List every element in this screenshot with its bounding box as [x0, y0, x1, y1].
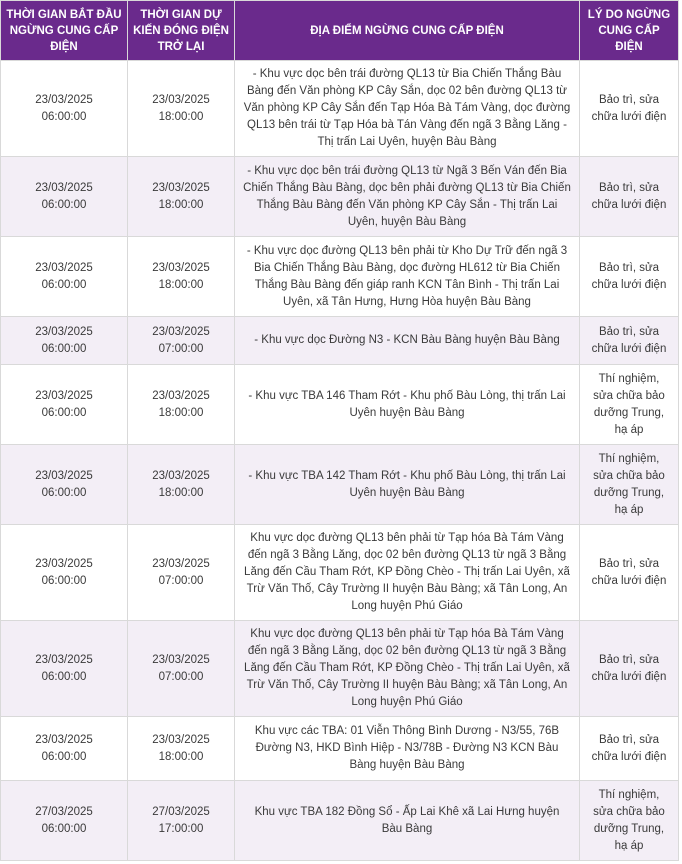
start-time: 06:00:00 — [41, 406, 87, 419]
start-time: 06:00:00 — [41, 342, 87, 355]
start-date: 23/03/2025 — [35, 181, 93, 194]
location-cell: Khu vực TBA 182 Đồng Sổ - Ấp Lai Khê xã Lai Hưng huyện Bàu Bàng — [235, 781, 580, 861]
reason-cell: Bảo trì, sửa chữa lưới điện — [580, 237, 679, 317]
location-cell: - Khu vực dọc bên trái đường QL13 từ Bia Chiến Thắng Bàu Bàng đến Văn phòng KP Cây Sắn, dọc 02 bên đường QL13 từ Văn phòng KP Cây Sắn đến Tạp Hóa Bà Tám Vàng, dọc đường QL13 bên trái từ Tạp Hóa bà Tán Vàng đến ngã 3 Bằng Lăng - Thị trấn Lai Uyên, huyện Bàu Bàng — [235, 61, 580, 157]
end-date: 27/03/2025 — [152, 805, 210, 818]
start-date: 23/03/2025 — [35, 653, 93, 666]
start-cell — [1, 445, 128, 525]
location-cell: - Khu vực TBA 142 Tham Rớt - Khu phố Bàu Lòng, thị trấn Lai Uyên huyện Bàu Bàng — [235, 445, 580, 525]
end-cell — [128, 365, 235, 445]
location-cell: Khu vực các TBA: 01 Viễn Thông Bình Dương - N3/55, 76B Đường N3, HKD Bình Hiệp - N3/78B - Đường N3 KCN Bàu Bàng huyện Bàu Bàng — [235, 717, 580, 781]
table-row — [1, 445, 679, 525]
start-time: 06:00:00 — [41, 486, 87, 499]
table-row — [1, 525, 679, 621]
start-date: 23/03/2025 — [35, 469, 93, 482]
table-header-row — [1, 1, 679, 61]
end-date: 23/03/2025 — [152, 325, 210, 338]
end-cell — [128, 157, 235, 237]
reason-cell: Thí nghiệm, sửa chữa bảo dưỡng Trung, hạ áp — [580, 781, 679, 861]
start-date: 23/03/2025 — [35, 557, 93, 570]
end-date: 23/03/2025 — [152, 733, 210, 746]
reason-cell: Bảo trì, sửa chữa lưới điện — [580, 621, 679, 717]
start-cell — [1, 717, 128, 781]
end-time: 18:00:00 — [158, 110, 204, 123]
header-location: ĐỊA ĐIỂM NGỪNG CUNG CẤP ĐIỆN — [235, 1, 580, 61]
start-time: 06:00:00 — [41, 670, 87, 683]
start-time: 06:00:00 — [41, 750, 87, 763]
end-cell — [128, 445, 235, 525]
end-date: 23/03/2025 — [152, 93, 210, 106]
reason-cell: Bảo trì, sửa chữa lưới điện — [580, 157, 679, 237]
start-time: 06:00:00 — [41, 822, 87, 835]
table-row — [1, 365, 679, 445]
header-reason: LÝ DO NGỪNG CUNG CẤP ĐIỆN — [580, 1, 679, 61]
table-row — [1, 237, 679, 317]
start-cell — [1, 781, 128, 861]
location-cell: - Khu vực dọc đường QL13 bên phải từ Kho Dự Trữ đến ngã 3 Bia Chiến Thắng Bàu Bàng, dọc đường HL612 từ Bia Chiến Thắng Bàu Bàng đến giáp ranh KCN Tân Bình - Thị trấn Lai Uyên, xã Tân Hưng, Hưng Hòa huyện Bàu Bàng — [235, 237, 580, 317]
end-time: 18:00:00 — [158, 750, 204, 763]
end-cell — [128, 237, 235, 317]
start-cell — [1, 365, 128, 445]
start-cell — [1, 317, 128, 365]
start-cell — [1, 157, 128, 237]
start-cell — [1, 621, 128, 717]
reason-cell: Bảo trì, sửa chữa lưới điện — [580, 525, 679, 621]
start-date: 23/03/2025 — [35, 325, 93, 338]
table-row — [1, 781, 679, 861]
end-cell — [128, 61, 235, 157]
table-row — [1, 61, 679, 157]
start-cell — [1, 525, 128, 621]
end-time: 07:00:00 — [158, 574, 204, 587]
start-date: 23/03/2025 — [35, 389, 93, 402]
end-time: 07:00:00 — [158, 342, 204, 355]
end-date: 23/03/2025 — [152, 469, 210, 482]
end-date: 23/03/2025 — [152, 389, 210, 402]
start-date: 23/03/2025 — [35, 93, 93, 106]
end-date: 23/03/2025 — [152, 181, 210, 194]
reason-cell: Thí nghiệm, sửa chữa bảo dưỡng Trung, hạ áp — [580, 445, 679, 525]
reason-cell: Thí nghiệm, sửa chữa bảo dưỡng Trung, hạ áp — [580, 365, 679, 445]
end-time: 18:00:00 — [158, 406, 204, 419]
reason-cell: Bảo trì, sửa chữa lưới điện — [580, 717, 679, 781]
location-cell: Khu vực dọc đường QL13 bên phải từ Tạp hóa Bà Tám Vàng đến ngã 3 Bằng Lăng, dọc 02 bên đường QL13 từ ngã 3 Bằng Lăng đến Cầu Tham Rớt, KP Đồng Chèo - Thị trấn Lai Uyên, xã Trừ Văn Thố, Cây Trường II huyện Bàu Bàng; xã Tân Long, An Long huyện Phú Giáo — [235, 621, 580, 717]
table-row — [1, 621, 679, 717]
end-cell — [128, 621, 235, 717]
header-start-time: THỜI GIAN BẮT ĐẦU NGỪNG CUNG CẤP ĐIỆN — [1, 1, 128, 61]
end-date: 23/03/2025 — [152, 653, 210, 666]
end-time: 18:00:00 — [158, 198, 204, 211]
end-cell — [128, 525, 235, 621]
start-date: 23/03/2025 — [35, 261, 93, 274]
table-row — [1, 317, 679, 365]
start-time: 06:00:00 — [41, 278, 87, 291]
start-cell — [1, 237, 128, 317]
start-cell — [1, 61, 128, 157]
end-time: 17:00:00 — [158, 822, 204, 835]
end-date: 23/03/2025 — [152, 261, 210, 274]
start-date: 27/03/2025 — [35, 805, 93, 818]
table-row — [1, 157, 679, 237]
end-cell — [128, 781, 235, 861]
end-time: 18:00:00 — [158, 486, 204, 499]
reason-cell: Bảo trì, sửa chữa lưới điện — [580, 317, 679, 365]
start-time: 06:00:00 — [41, 110, 87, 123]
start-date: 23/03/2025 — [35, 733, 93, 746]
location-cell: - Khu vực dọc Đường N3 - KCN Bàu Bàng huyện Bàu Bàng — [235, 317, 580, 365]
location-cell: Khu vực dọc đường QL13 bên phải từ Tạp hóa Bà Tám Vàng đến ngã 3 Bằng Lăng, dọc 02 bên đường QL13 từ ngã 3 Bằng Lăng đến Cầu Tham Rớt, KP Đồng Chèo - Thị trấn Lai Uyên, xã Trừ Văn Thố, Cây Trường II huyện Bàu Bàng; xã Tân Long, An Long huyện Phú Giáo — [235, 525, 580, 621]
end-cell — [128, 317, 235, 365]
header-end-time: THỜI GIAN DỰ KIẾN ĐÓNG ĐIỆN TRỞ LẠI — [128, 1, 235, 61]
end-cell — [128, 717, 235, 781]
location-cell: - Khu vực dọc bên trái đường QL13 từ Ngã 3 Bến Ván đến Bia Chiến Thắng Bàu Bàng, dọc bên phải đường QL13 từ Bia Chiến Thắng Bàu Bàng đến Văn phòng KP Cây Sắn - Thị trấn Lai Uyên, huyện Bàu Bàng — [235, 157, 580, 237]
reason-cell: Bảo trì, sửa chữa lưới điện — [580, 61, 679, 157]
end-date: 23/03/2025 — [152, 557, 210, 570]
end-time: 18:00:00 — [158, 278, 204, 291]
location-cell: - Khu vực TBA 146 Tham Rớt - Khu phố Bàu Lòng, thị trấn Lai Uyên huyện Bàu Bàng — [235, 365, 580, 445]
end-time: 07:00:00 — [158, 670, 204, 683]
start-time: 06:00:00 — [41, 198, 87, 211]
start-time: 06:00:00 — [41, 574, 87, 587]
table-row — [1, 717, 679, 781]
